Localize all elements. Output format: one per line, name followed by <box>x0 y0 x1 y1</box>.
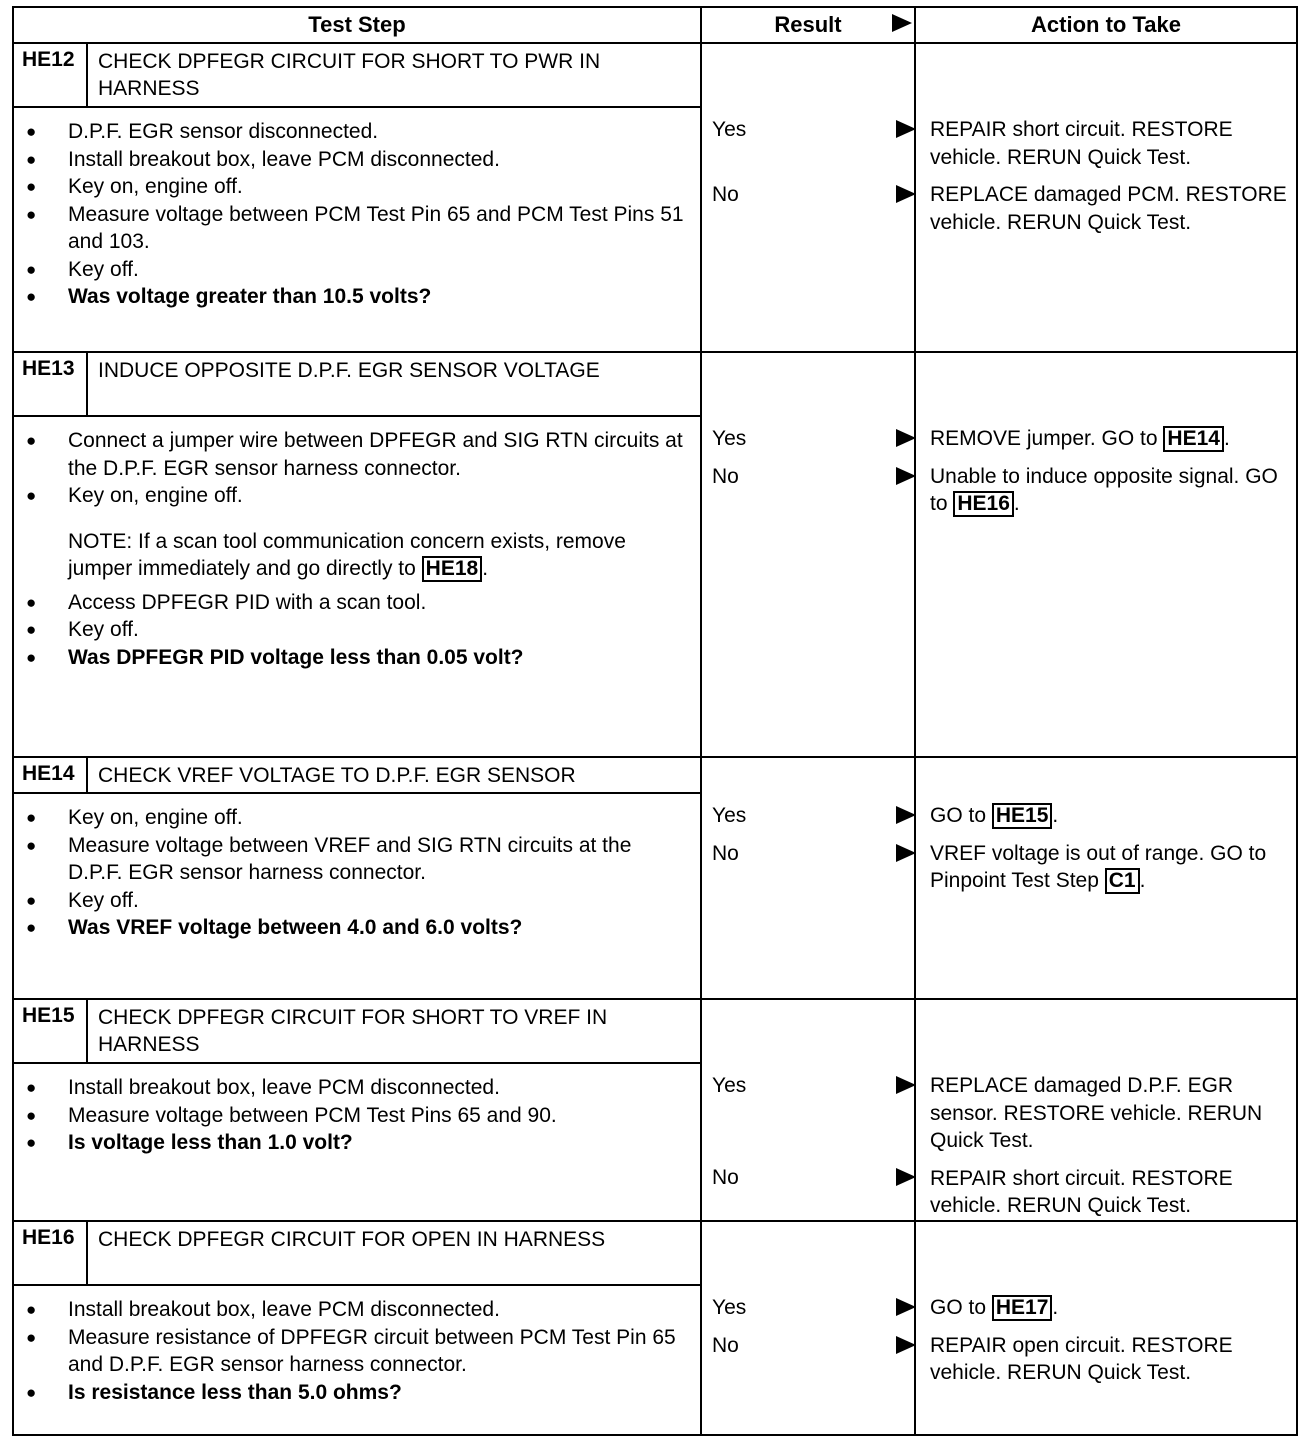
header-result-label: Result <box>774 12 842 37</box>
no-action: Unable to induce opposite signal. GO to <box>930 464 1278 515</box>
step-ref: HE14 <box>1163 426 1224 452</box>
bullet-item: ● Install breakout box, leave PCM disconnected. <box>68 1296 690 1324</box>
step-question: ● Was voltage greater than 10.5 volts? <box>68 283 690 311</box>
result-cell <box>701 999 915 1221</box>
note-text: NOTE: If a scan tool communication concern exists, remove jumper immediately and go directly to <box>68 529 626 580</box>
result-no: No <box>712 183 739 206</box>
no-action: VREF voltage is out of range. GO to Pinpoint Test Step <box>930 841 1267 892</box>
step-bullets <box>14 417 700 677</box>
step-cell <box>13 43 701 352</box>
arrow-icon <box>892 14 912 32</box>
step-row-he14 <box>13 757 1297 999</box>
step-ref: C1 <box>1105 868 1140 894</box>
step-bullets <box>14 108 700 317</box>
result-no: No <box>712 1334 739 1357</box>
arrow-icon <box>896 1298 916 1316</box>
arrow-icon <box>896 844 916 862</box>
yes-action: GO to <box>930 1296 987 1319</box>
step-id: HE15 <box>14 1000 88 1062</box>
arrow-icon <box>896 429 916 447</box>
step-id: HE12 <box>14 44 88 106</box>
step-bullets <box>14 1286 700 1412</box>
header-result <box>701 7 915 43</box>
step-ref: HE18 <box>422 556 483 582</box>
bullet-item: ● Access DPFEGR PID with a scan tool. <box>68 589 690 617</box>
arrow-icon <box>896 1076 916 1094</box>
step-bullets <box>14 794 700 948</box>
step-id: HE16 <box>14 1222 88 1284</box>
no-action: REPAIR open circuit. RESTORE vehicle. RERUN Quick Test. <box>930 1333 1233 1384</box>
step-ref: HE15 <box>992 803 1053 829</box>
step-question: ● Was VREF voltage between 4.0 and 6.0 volts? <box>68 914 690 942</box>
step-note: NOTE: If a scan tool communication concern exists, remove jumper immediately and go directly to HE18 . <box>68 529 626 580</box>
result-yes: Yes <box>712 804 747 827</box>
bullet-item: ● Key on, engine off. <box>68 482 690 510</box>
step-title: CHECK DPFEGR CIRCUIT FOR OPEN IN HARNESS <box>98 1228 606 1251</box>
yes-action: REPLACE damaged D.P.F. EGR sensor. RESTORE vehicle. RERUN Quick Test. <box>930 1074 1263 1152</box>
result-cell <box>701 352 915 757</box>
step-title: CHECK DPFEGR CIRCUIT FOR SHORT TO PWR IN HARNESS <box>98 50 601 100</box>
arrow-icon <box>896 467 916 485</box>
step-title: CHECK VREF VOLTAGE TO D.P.F. EGR SENSOR <box>98 764 576 787</box>
bullet-item: ● Key off. <box>68 887 690 915</box>
step-cell <box>13 352 701 757</box>
result-yes: Yes <box>712 427 747 450</box>
arrow-icon <box>896 1168 916 1186</box>
step-title: CHECK DPFEGR CIRCUIT FOR SHORT TO VREF IN HARNESS <box>98 1006 608 1056</box>
header-action: Action to Take <box>915 7 1297 43</box>
yes-action: REMOVE jumper. GO to <box>930 427 1158 450</box>
step-row-he15 <box>13 999 1297 1221</box>
no-action: REPLACE damaged PCM. RESTORE vehicle. RERUN Quick Test. <box>930 183 1287 234</box>
bullet-item: ● Measure resistance of DPFEGR circuit between PCM Test Pin 65 and D.P.F. EGR sensor harness connector. <box>68 1324 690 1379</box>
bullet-item: ● Key on, engine off. <box>68 804 690 832</box>
action-cell <box>915 999 1297 1221</box>
bullet-item: ● D.P.F. EGR sensor disconnected. <box>68 118 690 146</box>
step-id: HE14 <box>14 758 88 792</box>
action-cell: REMOVE jumper. GO to HE14 . Unable to induce opposite signal. GO to HE16 . <box>915 352 1297 757</box>
step-row-he13 <box>13 352 1297 757</box>
arrow-icon <box>896 806 916 824</box>
result-cell <box>701 1221 915 1435</box>
arrow-icon <box>896 185 916 203</box>
no-action: REPAIR short circuit. RESTORE vehicle. RERUN Quick Test. <box>930 1166 1233 1217</box>
result-no: No <box>712 1166 739 1189</box>
result-yes: Yes <box>712 1296 747 1319</box>
step-cell <box>13 1221 701 1435</box>
result-yes: Yes <box>712 1074 747 1097</box>
step-title: INDUCE OPPOSITE D.P.F. EGR SENSOR VOLTAGE <box>98 359 600 382</box>
step-cell <box>13 757 701 999</box>
arrow-icon <box>896 120 916 138</box>
test-step-table <box>12 6 1298 1436</box>
step-ref: HE16 <box>953 491 1014 517</box>
step-row-he16 <box>13 1221 1297 1435</box>
bullet-item: ● Measure voltage between PCM Test Pins 65 and 90. <box>68 1102 690 1130</box>
step-bullets <box>14 1064 700 1163</box>
step-row-he12 <box>13 43 1297 352</box>
bullet-item: ● Measure voltage between VREF and SIG RTN circuits at the D.P.F. EGR sensor harness connector. <box>68 832 690 887</box>
bullet-item: ● Install breakout box, leave PCM disconnected. <box>68 1074 690 1102</box>
header-row <box>13 7 1297 43</box>
action-cell: GO to HE17 . REPAIR open circuit. RESTORE vehicle. RERUN Quick Test. <box>915 1221 1297 1435</box>
result-cell <box>701 43 915 352</box>
result-yes: Yes <box>712 118 747 141</box>
bullet-item: ● Key on, engine off. <box>68 173 690 201</box>
step-id: HE13 <box>14 353 88 415</box>
bullet-item: ● Key off. <box>68 616 690 644</box>
step-cell <box>13 999 701 1221</box>
arrow-icon <box>896 1336 916 1354</box>
result-no: No <box>712 465 739 488</box>
action-cell <box>915 43 1297 352</box>
header-test-step: Test Step <box>13 7 701 43</box>
step-question: ● Is voltage less than 1.0 volt? <box>68 1129 690 1157</box>
bullet-item: ● Connect a jumper wire between DPFEGR and SIG RTN circuits at the D.P.F. EGR sensor harness connector. <box>68 427 690 482</box>
result-cell <box>701 757 915 999</box>
bullet-item: ● Install breakout box, leave PCM disconnected. <box>68 146 690 174</box>
step-question: ● Was DPFEGR PID voltage less than 0.05 volt? <box>68 644 690 672</box>
yes-action: REPAIR short circuit. RESTORE vehicle. RERUN Quick Test. <box>930 118 1233 169</box>
action-cell: GO to HE15 . VREF voltage is out of range. GO to Pinpoint Test Step C1 . <box>915 757 1297 999</box>
result-no: No <box>712 842 739 865</box>
bullet-item: ● Measure voltage between PCM Test Pin 65 and PCM Test Pins 51 and 103. <box>68 201 690 256</box>
yes-action: GO to <box>930 804 987 827</box>
step-question: ● Is resistance less than 5.0 ohms? <box>68 1379 690 1407</box>
step-ref: HE17 <box>992 1295 1053 1321</box>
bullet-item: ● Key off. <box>68 256 690 284</box>
